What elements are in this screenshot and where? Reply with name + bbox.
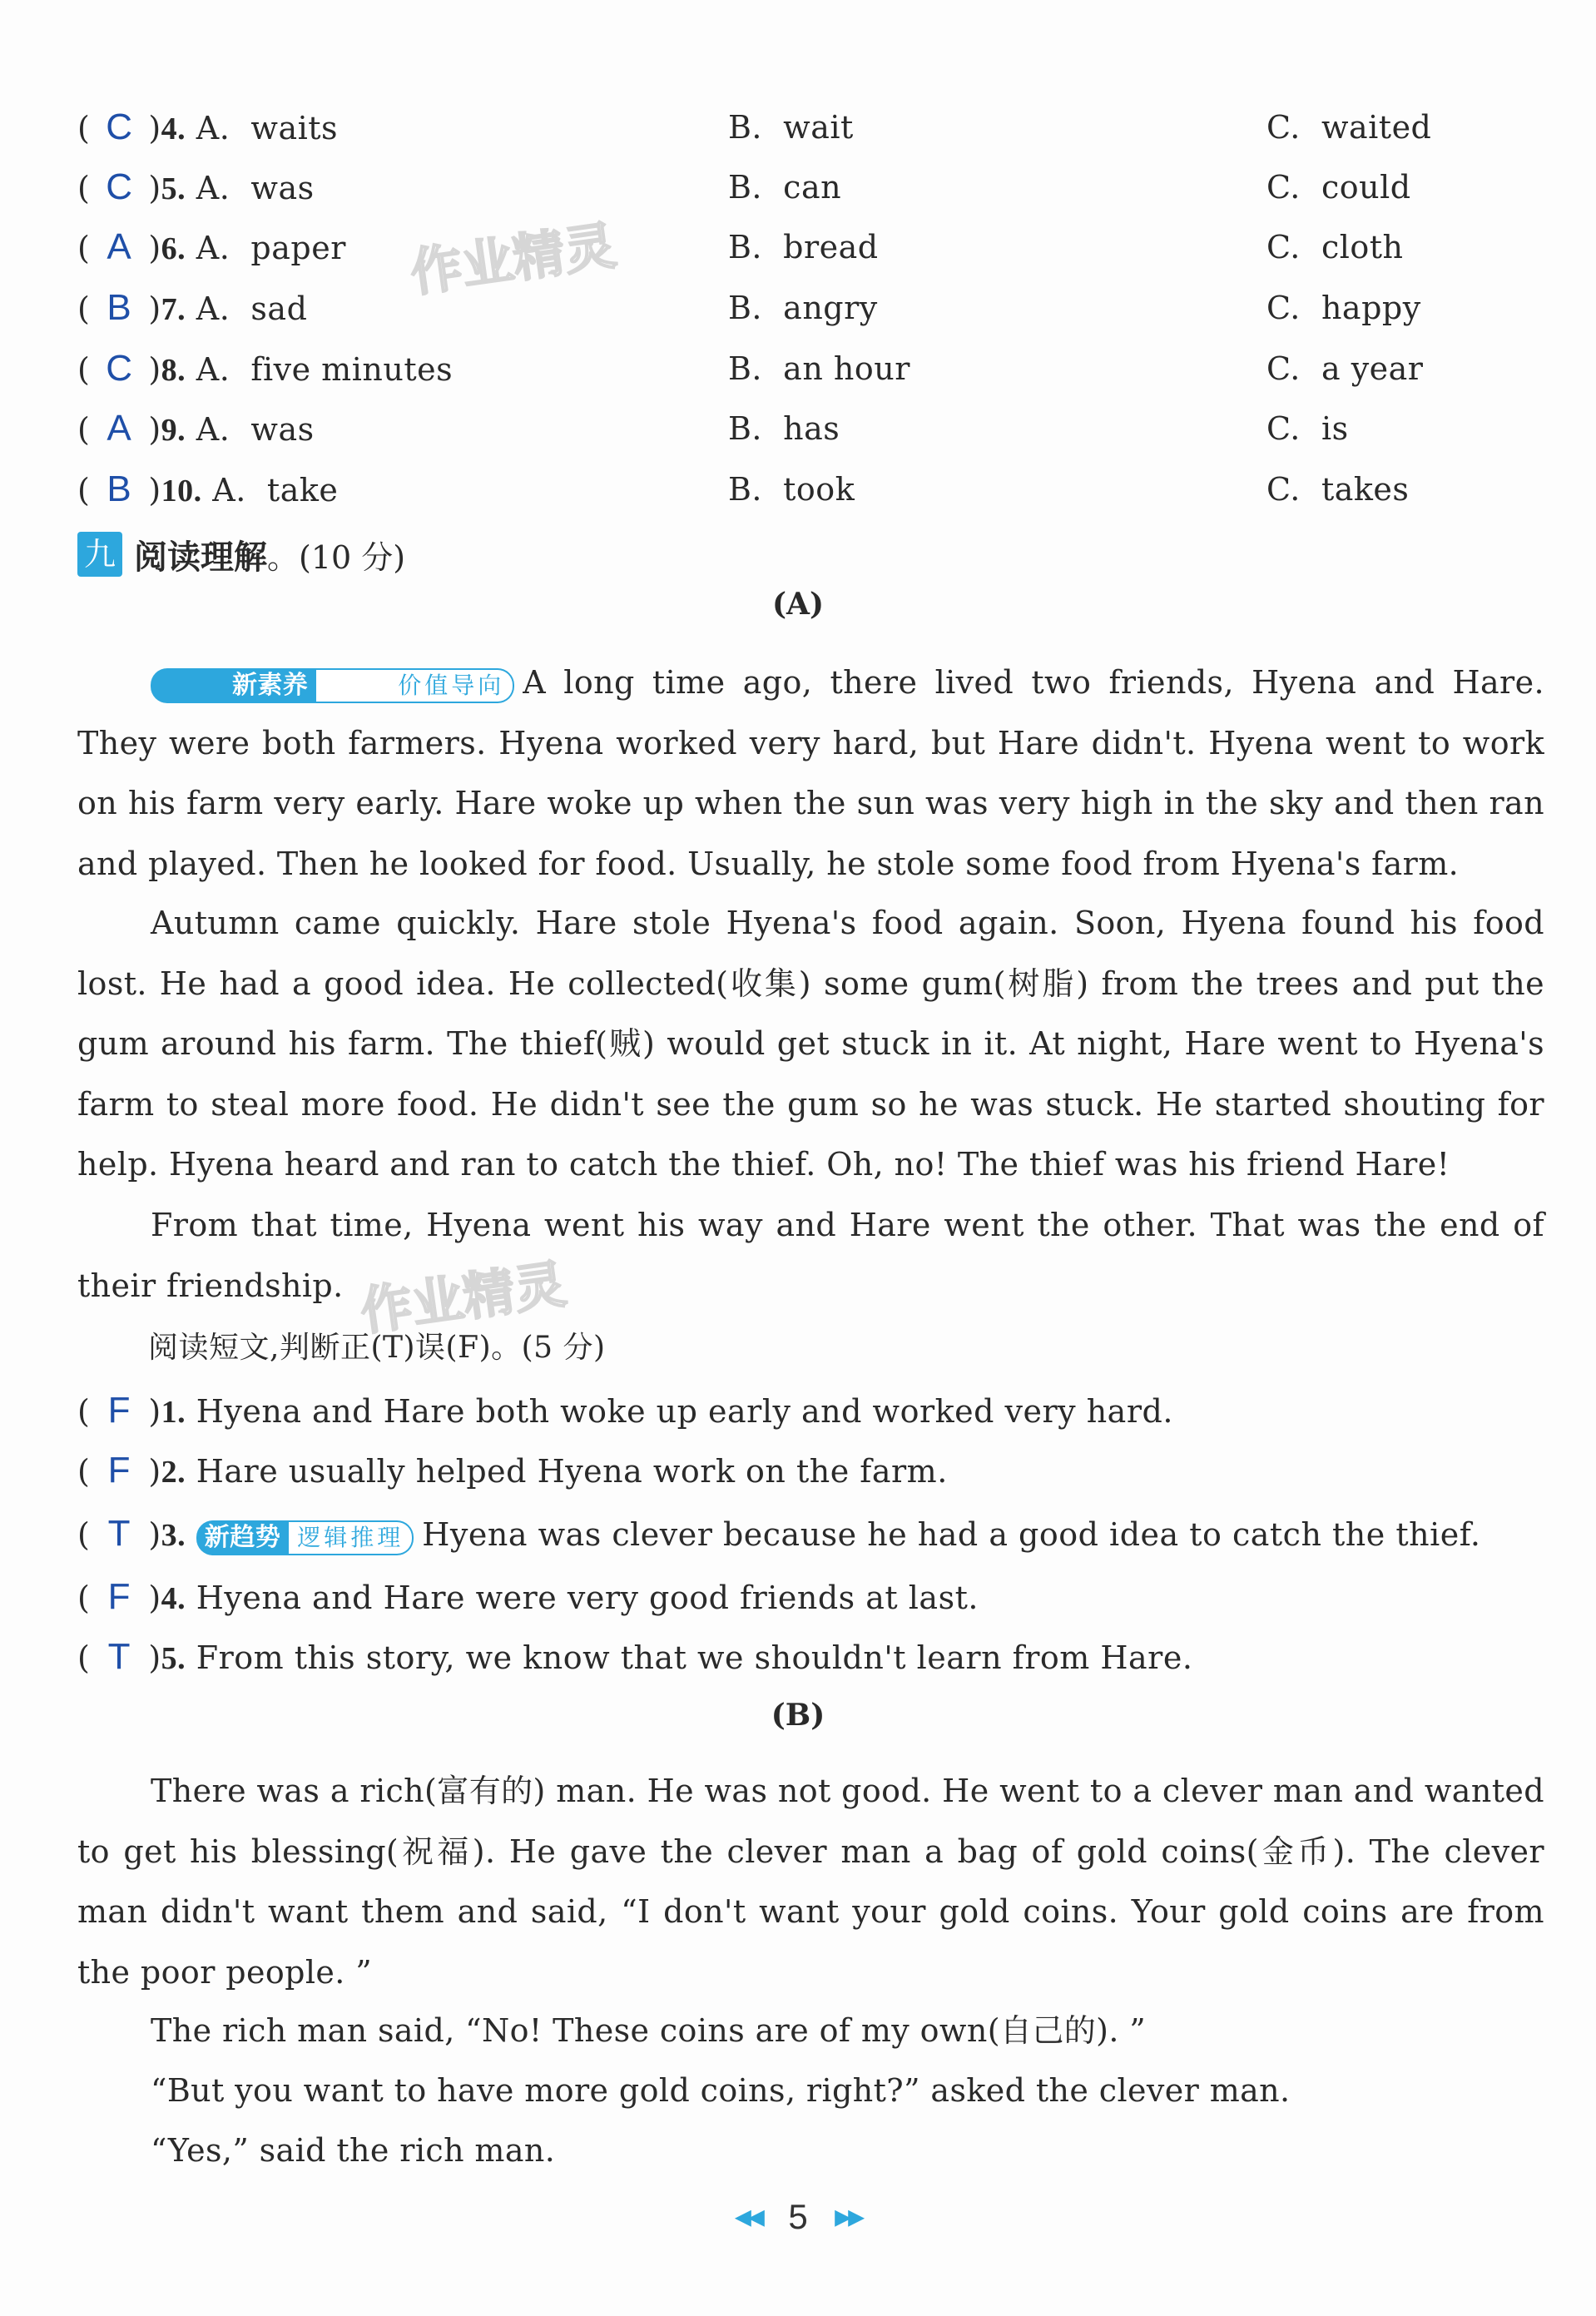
- question-number: 1.: [161, 1395, 186, 1430]
- tf-instruction: 阅读短文,判断正(T)误(F)。(5 分): [148, 1331, 606, 1365]
- watermark-logo: 作业精灵: [406, 215, 620, 304]
- option-c: C. cloth: [1266, 229, 1404, 265]
- tf-row: ( T )3. 新趋势 逻辑推理 Hyena was clever because he had a good idea to catch the thief.: [77, 1513, 1481, 1554]
- tf-row: ( F )2. Hare usually helped Hyena work on the farm.: [77, 1450, 948, 1490]
- choice-row: ( B )10. A. take: [77, 469, 339, 509]
- statement-text: Hyena and Hare both woke up early and worked very hard.: [196, 1393, 1173, 1430]
- statement-text: From this story, we know that we shouldn't learn from Hare.: [196, 1639, 1193, 1676]
- question-number: 4.: [161, 1581, 186, 1616]
- section-header: [77, 530, 405, 578]
- option-c: C. takes: [1266, 471, 1410, 508]
- answer-letter: A: [107, 226, 132, 267]
- option-c: C. could: [1266, 169, 1411, 206]
- answer-letter: B: [107, 469, 132, 509]
- question-number: 10.: [161, 474, 202, 508]
- choice-row: ( A )6. A. paper: [77, 226, 346, 267]
- passage-a-paragraph-3: From that time, Hyena went his way and Hare went the other. That was the end of their friendship.: [77, 1207, 1544, 1304]
- question-number: 5.: [161, 1641, 186, 1676]
- option-a: A. waits: [196, 110, 339, 146]
- answer-letter: B: [107, 287, 132, 328]
- option-b: B. took: [728, 471, 855, 508]
- option-b: B. wait: [728, 109, 854, 146]
- tf-row: ( F )1. Hyena and Hare both woke up early and worked very hard.: [77, 1390, 1173, 1431]
- option-c: C. is: [1266, 410, 1349, 447]
- section-title: 阅读理解: [134, 538, 267, 577]
- option-a: A. paper: [196, 230, 346, 266]
- option-b: B. angry: [728, 290, 878, 326]
- answer-letter: C: [106, 166, 133, 207]
- value-guidance-tag: 新素养 价值导向: [151, 668, 514, 703]
- answer-letter: T: [107, 1513, 131, 1554]
- choice-row: ( C )8. A. five minutes: [77, 348, 454, 389]
- question-number: 3.: [161, 1518, 186, 1553]
- answer-letter: F: [107, 1390, 131, 1431]
- answer-letter: A: [107, 408, 132, 449]
- question-number: 7.: [161, 292, 186, 327]
- option-a: A. five minutes: [196, 351, 454, 388]
- statement-text: Hare usually helped Hyena work on the farm.: [196, 1453, 948, 1490]
- logic-reasoning-tag: 新趋势 逻辑推理: [196, 1520, 414, 1555]
- choice-row: ( B )7. A. sad: [77, 287, 308, 328]
- passage-a-paragraph-2: Autumn came quickly. Hare stole Hyena's food again. Soon, Hyena found his food lost. He had a good idea. He collected(收集) some gum(树脂) from the trees and put the gum around his farm. The thief(贼) would get stuck in it. At night, Hare went to Hyena's farm to steal more food. He didn't see the gum so he was stuck. He started shouting for help. Hyena heard and ran to catch the thief. Oh, no! The thief was his friend Hare!: [77, 905, 1544, 1183]
- prev-page-icon[interactable]: ◀◀: [734, 2204, 761, 2229]
- next-page-icon[interactable]: ▶▶: [835, 2204, 862, 2229]
- tf-row: ( T )5. From this story, we know that we shouldn't learn from Hare.: [77, 1636, 1193, 1677]
- passage-a-label: (A): [772, 587, 824, 622]
- page-footer: [0, 2197, 1596, 2237]
- answer-letter: T: [107, 1636, 131, 1677]
- option-b: B. has: [728, 410, 840, 447]
- passage-b-paragraph-2: The rich man said, “No! These coins are of my own(自己的). ”: [151, 2012, 1147, 2049]
- question-number: 9.: [161, 413, 186, 448]
- answer-letter: F: [107, 1450, 131, 1490]
- option-b: B. an hour: [728, 350, 910, 387]
- option-c: C. happy: [1266, 290, 1421, 326]
- option-a: A. take: [212, 472, 339, 508]
- passage-b-paragraph-1: There was a rich(富有的) man. He was not good. He went to a clever man and wanted to get his blessing(祝福). He gave the clever man a bag of gold coins(金币). The clever man didn't want them and said, “I don't want your gold coins. Your gold coins are from the poor people. ”: [77, 1773, 1544, 1991]
- question-number: 6.: [161, 231, 186, 266]
- option-c: C. a year: [1266, 350, 1424, 387]
- option-a: A. was: [196, 170, 315, 206]
- page-number: 5: [788, 2197, 808, 2236]
- answer-letter: C: [106, 107, 133, 147]
- option-b: B. bread: [728, 229, 879, 265]
- statement-text: Hyena was clever because he had a good idea to catch the thief.: [422, 1516, 1481, 1553]
- passage-b-paragraph-4: “Yes,” said the rich man.: [151, 2132, 556, 2169]
- choice-row: ( A )9. A. was: [77, 408, 315, 449]
- choice-row: ( C )4. A. waits: [77, 107, 339, 147]
- passage-b-label: (B): [771, 1698, 825, 1733]
- watermark-logo: 作业精灵: [356, 1253, 570, 1342]
- choice-row: ( C )5. A. was: [77, 166, 315, 207]
- question-number: 4.: [161, 112, 186, 146]
- question-number: 5.: [161, 171, 186, 206]
- question-number: 8.: [161, 353, 186, 388]
- option-a: A. sad: [196, 290, 308, 327]
- option-c: C. waited: [1266, 109, 1432, 146]
- answer-letter: F: [107, 1576, 131, 1617]
- statement-text: Hyena and Hare were very good friends at last.: [196, 1580, 979, 1616]
- answer-letter: C: [106, 348, 133, 389]
- passage-b-paragraph-3: “But you want to have more gold coins, right?” asked the clever man.: [151, 2072, 1291, 2109]
- section-score: 。(10 分): [267, 538, 406, 576]
- section-number-badge: 九: [77, 532, 122, 577]
- passage-a-paragraph-1: 新素养 价值导向 A long time ago, there lived two friends, Hyena and Hare. They were both farmers. Hyena worked very hard, but Hare didn't. Hyena went to work on his farm very early. Hare woke up when the sun was very high in the sky and then ran and played. Then he looked for food. Usually, he stole some food from Hyena's farm.: [77, 664, 1544, 882]
- option-b: B. can: [728, 169, 842, 206]
- question-number: 2.: [161, 1455, 186, 1490]
- option-a: A. was: [196, 411, 315, 448]
- tf-row: ( F )4. Hyena and Hare were very good friends at last.: [77, 1576, 979, 1617]
